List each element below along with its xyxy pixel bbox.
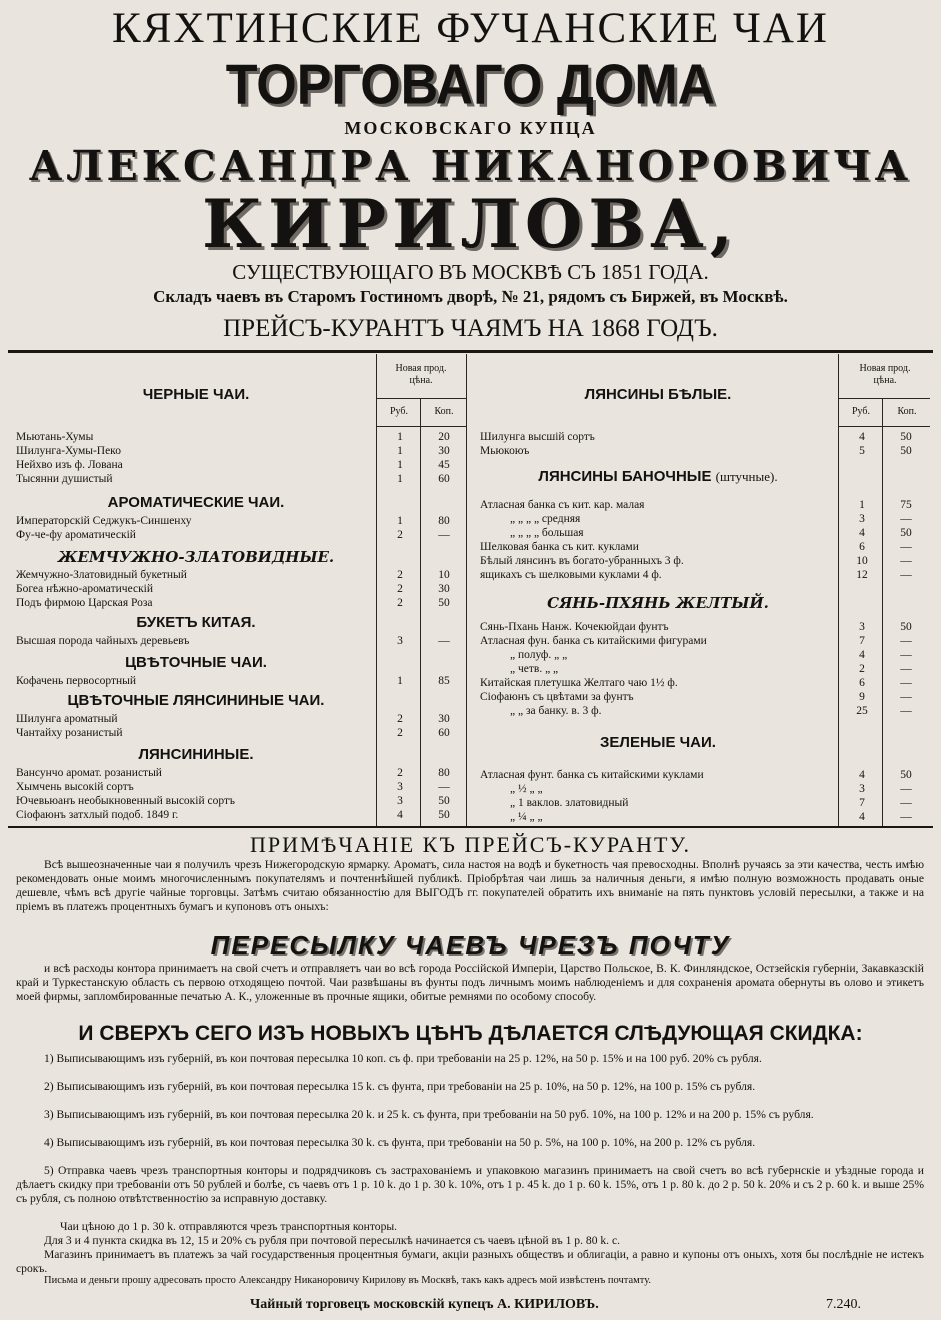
tea-name: Чантайху розанистый: [16, 727, 123, 739]
tea-rub: 4: [859, 649, 865, 661]
tea-name: „ „ „ „ большая: [510, 527, 584, 539]
table-row: [16, 808, 466, 822]
tea-name: Сіофаюнъ затхлый подоб. 1849 г.: [16, 809, 179, 821]
section-flower-teas: ЦВѢТОЧНЫЕ ЧАИ.: [125, 654, 267, 671]
tea-name: Сянь-Пхань Нанж. Кочекюйдаи фунтъ: [480, 621, 669, 633]
table-row: [16, 766, 466, 780]
tea-rub: 2: [397, 583, 403, 595]
tea-kop: 50: [900, 769, 912, 781]
table-row: [480, 444, 930, 458]
tea-name: Богеа нѣжно-ароматическій: [16, 583, 154, 595]
tea-kop: 50: [438, 809, 450, 821]
discount-title: И СВЕРХЪ СЕГО ИЗЪ НОВЫХЪ ЦѢНЪ ДѢЛАЕТСЯ СЛѢДУЮЩАЯ СКИДКА:: [78, 1022, 863, 1045]
tea-rub: 1: [397, 445, 403, 457]
tea-kop: 50: [438, 597, 450, 609]
tea-name: Императорскій Седжукъ-Синшенху: [16, 515, 192, 527]
table-row: [480, 704, 930, 718]
tea-rub: 1: [859, 499, 865, 511]
section-flower-lyansin-teas: ЦВѢТОЧНЫЕ ЛЯНСИНИНЫЕ ЧАИ.: [67, 692, 325, 709]
document-number: 7.240.: [826, 1297, 861, 1312]
discount-item-5: 5) Отправка чаевъ чрезъ транспортныя конторы и подрядчиковъ съ застрахованіемъ и упаковкою магазинъ принимаетъ на свой счетъ во всѣ губернскіе и уѣздные города и дѣлаетъ скидку при требованіи отъ 50 рублей и болѣе, съ чаевъ отъ 1 р. 10 k. до 1 р. 30 k. 10%, отъ 1 р. 45 k. до 1 р. 60 k. 15%, отъ 1 р. 80 k. до 2 р. 50 k. 20% и съ 2 р. 60 k. и выше 25% съ рубля, съ полною отвѣтственностію за исправную доставку.: [16, 1164, 924, 1205]
tea-rub: 1: [397, 515, 403, 527]
tea-rub: 7: [859, 797, 865, 809]
section-pearl-teas: ЖЕМЧУЖНО-ЗЛАТОВИДНЫЕ.: [57, 548, 335, 566]
note-paragraph-1: Всѣ вышеозначенные чаи я получилъ чрезъ Нижегородскую ярмарку. Ароматъ, сила настоя на водѣ и букетность чая превосходны. Вполнѣ ручаясь за эти качества, честь имѣю рекомендовать оные моимъ многочисленнымъ покупателямъ и почтеннѣйшей публикѣ. Пріобрѣтая чаи лишь за наличныя деньги, я имѣю полную возможность продавать оные дешевле, чѣмъ всѣ другіе чайные торговцы. Затѣмъ считаю обязанностію для ВЫГОДЪ гг. покупателей обратить ихъ вниманіе на пять пунктовъ условій пересылки, а также и на пріемъ въ платежъ процентныхъ бумагъ и купоновъ отъ оныхъ:: [16, 858, 924, 913]
right-rub-header: Руб.: [851, 406, 871, 417]
center-rule: [466, 354, 467, 826]
tea-rub: 4: [859, 431, 865, 443]
tea-name: Шелковая банка съ кит. куклами: [480, 541, 639, 553]
tea-rub: 4: [397, 809, 403, 821]
section-jar-title: ЛЯНСИНЫ БАНОЧНЫЕ: [538, 468, 712, 485]
tea-rub: 6: [859, 541, 865, 553]
title-line-1: КЯХТИНСКИЕ ФУЧАНСКИЕ ЧАИ: [112, 6, 829, 52]
tea-name: Тысянни душистый: [16, 473, 113, 485]
table-row: [480, 782, 930, 796]
merchant-surname: КИРИЛОВА,: [202, 190, 739, 258]
title-line-2: ТОРГОВАГО ДОМА: [225, 53, 716, 117]
table-row: [480, 568, 930, 582]
table-row: [480, 796, 930, 810]
tea-rub: 3: [397, 781, 403, 793]
table-row: [480, 676, 930, 690]
tea-name: Шилунга высшій сортъ: [480, 431, 595, 443]
table-row: [480, 662, 930, 676]
price-list-title: ПРЕЙСЪ-КУРАНТЪ ЧАЯМЪ НА 1868 ГОДЪ.: [223, 315, 718, 342]
tea-kop: 60: [438, 473, 450, 485]
left-price-header-l1: Новая прод.: [395, 363, 447, 374]
table-row: [16, 472, 466, 486]
table-row: [16, 634, 466, 648]
right-tea-column: [480, 354, 930, 826]
address-line: Складъ чаевъ въ Старомъ Гостиномъ дворѣ, № 21, рядомъ съ Биржей, въ Москвѣ.: [153, 287, 788, 306]
tea-rub: 9: [859, 691, 865, 703]
tea-name: Мьюкоюъ: [480, 445, 530, 457]
tea-rub: 2: [397, 713, 403, 725]
tea-kop: 20: [438, 431, 450, 443]
note-line-payment: Магазинъ принимаетъ въ платежъ за чай государственныя процентныя бумаги, акціи разныхъ обществъ и облигаціи, а равно и купоны отъ оныхъ, хотя бы послѣдніе не истекъ срокъ.: [16, 1248, 924, 1275]
tea-name: Жемчужно-Златовидный букетный: [16, 569, 187, 581]
tea-kop: —: [900, 541, 912, 553]
tea-name: Сіофаюнъ съ цвѣтами за фунтъ: [480, 691, 634, 703]
tea-kop: —: [900, 691, 912, 703]
tea-kop: 10: [438, 569, 450, 581]
tea-kop: 85: [438, 675, 450, 687]
table-row: [16, 780, 466, 794]
table-row: [480, 810, 930, 824]
table-row: [480, 526, 930, 540]
tea-kop: —: [438, 781, 450, 793]
tea-rub: 3: [397, 795, 403, 807]
left-kop-header: Коп.: [434, 406, 454, 417]
tea-rub: 2: [397, 529, 403, 541]
table-row: [480, 620, 930, 634]
tea-name: Бѣлый лянсинъ въ богато-убранныхъ 3 ф.: [480, 555, 684, 567]
note-line-address: Письма и деньги прошу адресовать просто Александру Никаноровичу Кирилову въ Москвѣ, такъ какъ адресъ мой извѣстенъ почтамту.: [44, 1275, 652, 1286]
table-row: [16, 674, 466, 688]
tea-name: Шилунга ароматный: [16, 713, 118, 725]
right-price-header-l2: цѣна.: [873, 375, 897, 386]
discount-item-1: 1) Выписывающимъ изъ губерній, въ кои почтовая пересылка 10 коп. съ ф. при требованіи на 25 р. 12%, на 50 р. 15% и на 100 руб. 20% съ рубля.: [44, 1052, 762, 1065]
tea-rub: 1: [397, 431, 403, 443]
section-china-bouquet: БУКЕТЪ КИТАЯ.: [136, 614, 256, 631]
left-tea-column: [16, 354, 466, 826]
tea-rub: 2: [397, 597, 403, 609]
tea-rub: 1: [397, 473, 403, 485]
tea-kop: 80: [438, 515, 450, 527]
tea-rub: 4: [859, 811, 865, 823]
tea-name: Нейхво изъ ф. Лована: [16, 459, 123, 471]
tea-kop: 80: [438, 767, 450, 779]
table-row: [480, 512, 930, 526]
tea-rub: 1: [397, 459, 403, 471]
tea-name: „ четв. „ „: [510, 663, 559, 675]
table-row: [16, 528, 466, 542]
tea-kop: —: [900, 569, 912, 581]
note-title: ПРИМѢЧАНІЕ КЪ ПРЕЙСЪ-КУРАНТУ.: [249, 832, 691, 857]
tea-rub: 4: [859, 769, 865, 781]
established-line: СУЩЕСТВУЮЩАГО ВЪ МОСКВѢ СЪ 1851 ГОДА.: [232, 260, 709, 284]
table-row: [480, 554, 930, 568]
table-row: [16, 458, 466, 472]
tea-kop: —: [900, 663, 912, 675]
tea-name: Атласная фунт. банка съ китайскими куклами: [480, 769, 704, 781]
tea-name: Атласная банка съ кит. кар. малая: [480, 499, 645, 511]
tea-name: „ ¼ „ „: [510, 811, 543, 823]
tea-name: Атласная фун. банка съ китайскими фигурами: [480, 635, 707, 647]
section-yellow-teas: СЯНЬ-ПХЯНЬ ЖЕЛТЫЙ.: [547, 594, 769, 612]
tea-name: Шилунга-Хумы-Пеко: [16, 445, 121, 457]
table-row: [480, 430, 930, 444]
tea-name: Высшая порода чайныхъ деревьевъ: [16, 635, 190, 647]
section-white-lyansins: ЛЯНСИНЫ БѢЛЫЕ.: [584, 386, 732, 403]
shipping-title: ПЕРЕСЫЛКУ ЧАЕВЪ ЧРЕЗЪ ПОЧТУ: [210, 930, 731, 960]
table-row: [16, 582, 466, 596]
tea-name: „ 1 ваклов. златовидный: [510, 797, 629, 809]
note-paragraph-2: и всѣ расходы контора принимаетъ на свой счетъ и отправляетъ чаи во всѣ города Россійской Имперіи, Царство Польское, В. К. Финляндское, Остзейскія губерніи, Закавказскій край и Туркестанскую область съ первою отходящею почтой. Чаи развѣшаны въ фунты подъ личнымъ моимъ наблюденіемъ и для сохраненія аромата обернуты въ олово и этикетъ моей фирмы, запломбированные печатью А. К., уложенные въ прочные ящики, обитые ремнями по особому способу.: [16, 962, 924, 1003]
tea-kop: —: [900, 649, 912, 661]
tea-kop: —: [900, 513, 912, 525]
tea-rub: 2: [397, 727, 403, 739]
table-row: [480, 498, 930, 512]
tea-rub: 10: [856, 555, 868, 567]
left-price-header-l2: цѣна.: [409, 375, 433, 386]
tea-rub: 3: [859, 621, 865, 633]
tea-rub: 2: [397, 569, 403, 581]
table-row: [16, 794, 466, 808]
tea-kop: —: [900, 783, 912, 795]
tea-kop: 50: [900, 527, 912, 539]
note-line-transport: Чаи цѣною до 1 р. 30 k. отправляются чрезъ транспортныя конторы.: [60, 1220, 398, 1233]
tea-kop: 60: [438, 727, 450, 739]
discount-item-4: 4) Выписывающимъ изъ губерній, въ кои почтовая пересылка 30 k. съ фунта, при требованіи на 50 р. 5%, на 100 р. 10%, на 200 р. 12% съ рубля.: [44, 1136, 756, 1149]
signature: Чайный торговецъ московскій купецъ А. КИРИЛОВЪ.: [250, 1297, 599, 1312]
tea-kop: 30: [438, 445, 450, 457]
discount-item-2: 2) Выписывающимъ изъ губерній, въ кои почтовая пересылка 15 k. съ фунта, при требованіи на 25 р. 10%, на 50 р. 12%, на 100 р. 15% съ рубля.: [44, 1080, 756, 1093]
tea-rub: 25: [856, 705, 868, 717]
top-rule: [8, 350, 933, 353]
tea-kop: 45: [438, 459, 450, 471]
table-row: [480, 540, 930, 554]
tea-kop: 30: [438, 713, 450, 725]
tea-rub: 6: [859, 677, 865, 689]
table-bottom-rule: [8, 826, 933, 828]
discount-item-3: 3) Выписывающимъ изъ губерній, въ кои почтовая пересылка 20 k. и 25 k. съ фунта, при требованіи на 50 руб. 10%, на 100 р. 12% и на 200 р. 15% съ рубля.: [44, 1108, 814, 1121]
tea-name: Китайская плетушка Желтаго чаю 1½ ф.: [480, 677, 678, 689]
section-jar-subtitle: (штучные).: [715, 469, 778, 484]
tea-name: Фу-че-фу ароматическій: [16, 529, 136, 541]
tea-rub: 7: [859, 635, 865, 647]
table-row: [16, 444, 466, 458]
tea-name: „ „ за банку. в. 3 ф.: [510, 705, 602, 717]
tea-kop: —: [900, 797, 912, 809]
tea-kop: —: [900, 635, 912, 647]
tea-kop: 50: [900, 445, 912, 457]
section-green-teas: ЗЕЛЕНЫЕ ЧАИ.: [600, 734, 716, 751]
tea-rub: 3: [397, 635, 403, 647]
tea-kop: 50: [900, 431, 912, 443]
section-aromatic-teas: АРОМАТИЧЕСКИЕ ЧАИ.: [107, 494, 285, 511]
tea-kop: —: [438, 635, 450, 647]
tea-kop: 50: [438, 795, 450, 807]
merchant-name: АЛЕКСАНДРА НИКАНОРОВИЧА: [28, 142, 913, 190]
tea-kop: —: [900, 705, 912, 717]
section-black-teas: ЧЕРНЫЕ ЧАИ.: [142, 386, 250, 403]
section-lyansin-teas: ЛЯНСИНИНЫЕ.: [138, 746, 254, 763]
left-rub-header: Руб.: [389, 406, 409, 417]
tea-rub: 5: [859, 445, 865, 457]
tea-name: „ полуф. „ „: [510, 649, 568, 661]
tea-kop: 30: [438, 583, 450, 595]
section-jar-lyansins: [480, 468, 836, 485]
table-row: [16, 726, 466, 740]
tea-kop: —: [900, 677, 912, 689]
tea-name: „ ½ „ „: [510, 783, 543, 795]
tea-rub: 3: [859, 783, 865, 795]
tea-kop: —: [900, 811, 912, 823]
tea-name: Хымчень высокій сортъ: [16, 781, 134, 793]
tea-rub: 2: [397, 767, 403, 779]
table-row: [480, 648, 930, 662]
tea-rub: 4: [859, 527, 865, 539]
tea-name: ящикахъ съ шелковыми куклами 4 ф.: [480, 569, 662, 581]
tea-rub: 3: [859, 513, 865, 525]
tea-rub: 12: [856, 569, 868, 581]
tea-name: Ючевьюанъ необыкновенный высокій сортъ: [16, 795, 235, 807]
note-line-discount: Для 3 и 4 пункта скидка въ 12, 15 и 20% съ рубля при почтовой пересылкѣ начинается съ чаевъ цѣной въ 1 р. 80 k. с.: [44, 1234, 621, 1247]
tea-kop: 50: [900, 621, 912, 633]
table-row: [16, 568, 466, 582]
tea-rub: 2: [859, 663, 865, 675]
tea-name: Мьютань-Хумы: [16, 431, 94, 443]
table-row: [16, 596, 466, 610]
tea-name: Вансунчо аромат. розанистый: [16, 767, 162, 779]
tea-kop: 75: [900, 499, 912, 511]
title-line-3: МОСКОВСКАГО КУПЦА: [344, 118, 597, 138]
tea-kop: —: [438, 529, 450, 541]
tea-name: Подъ фирмою Царская Роза: [16, 597, 153, 609]
table-row: [16, 430, 466, 444]
table-row: [480, 690, 930, 704]
tea-name: Кофачень первосортный: [16, 675, 137, 687]
tea-kop: —: [900, 555, 912, 567]
tea-rub: 1: [397, 675, 403, 687]
table-row: [480, 768, 930, 782]
tea-name: „ „ „ „ средняя: [510, 513, 581, 525]
table-row: [16, 712, 466, 726]
table-row: [16, 514, 466, 528]
table-row: [480, 634, 930, 648]
right-price-header-l1: Новая прод.: [859, 363, 911, 374]
right-kop-header: Коп.: [897, 406, 917, 417]
